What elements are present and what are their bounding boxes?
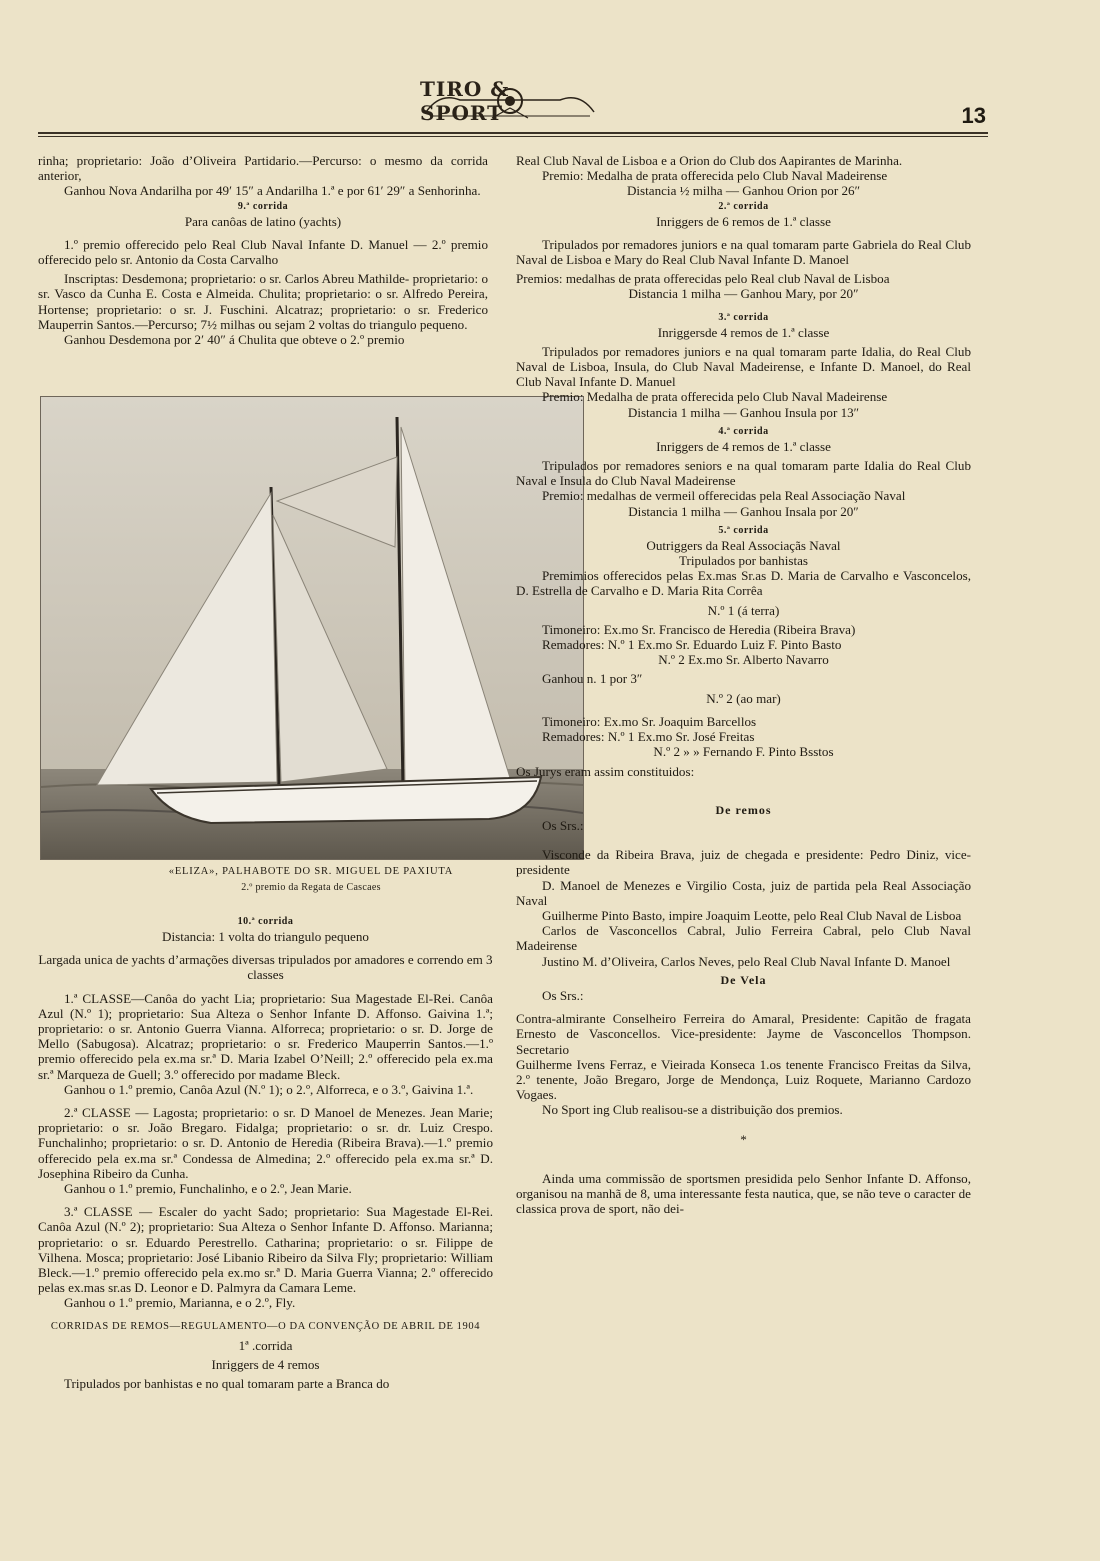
subheading: Inriggers de 4 remos de 1.ª classe [656,438,831,454]
paragraph: D. Manoel de Menezes e Virgilio Costa, juiz de partida pela Real Associação Naval [516,877,971,908]
paragraph: Os Jurys eram assim constituidos: [516,763,695,779]
paragraph: Inscriptas: Desdemona; proprietario: o sr. Carlos Abreu Mathilde- proprietario: o sr. Vasco da Cunha E. Costa e Almeida. Chulita; proprietario: o sr. Alfredo Pereira, Hortense; proprietario: o sr. J. Fuschini. Alcatraz; proprietario: o sr. Frederico Mauperrin Santos.—Percurso; 7½ milhas ou sejam 2 voltas do triangulo pequeno. [38,271,488,332]
subheading: Para canôas de latino (yachts) [184,213,342,229]
paragraph: Carlos de Vasconcellos Cabral, Julio Ferreira Cabral, pelo Club Naval Madeirense [516,923,971,954]
paragraph: Tripulados por remadores juniors e na qual tomaram parte Idalia, do Real Club Naval de Lisboa, Insula, do Club Naval Madeirense, e Infante D. Manoel, do Real Club Naval Infante D. Manuel [516,343,971,390]
right-column [516,153,971,1216]
heading-4a-corrida: 4.ª corrida [718,425,769,437]
paragraph: Timoneiro: Ex.mo Sr. Francisco de Heredia (Ribeira Brava) [542,621,856,637]
paragraph: Ganhou o 1.º premio, Marianna, e o 2.º, Fly. [64,1295,296,1311]
paragraph: Premimios offerecidos pelas Ex.mas Sr.as D. Maria de Carvalho e Vasconcelos, D. Estrella de Carvalho e D. Maria Rita Corrêa [516,568,971,599]
paragraph: Ganhou o 1.º premio, Canôa Azul (N.º 1); o 2.º, Alforreca, e o 3.º, Gaivina 1.ª. [64,1081,474,1097]
subheading: Distancia: 1 volta do triangulo pequeno [162,929,369,944]
paragraph: Guilherme Ivens Ferraz, e Vieirada Konseca 1.os tenente Francisco Freitas da Silva, 2.º tenente, João Bregaro, Jorge de Mendonça, Luiz Roquete, Marianno Cardozo Vogaes. [516,1056,971,1103]
masthead-title: TIRO & SPORT [420,77,510,125]
paragraph: rinha; proprietario: João d’Oliveira Partidario.—Percurso: o mesmo da corrida anterior, [38,153,488,184]
paragraph: Contra-almirante Conselheiro Ferreira do Amaral, Presidente: Capitão de fragata Ernesto de Vasconcellos. Vice-presidente: Jayme de Vasconcellos Thompson. Secretario [516,1011,971,1057]
paragraph: 1.ª CLASSE—Canôa do yacht Lia; proprietario: Sua Magestade El-Rei. Canôa Azul (N.º 1); proprietario: Sua Alteza o Senhor Infante D. Affonso. Gaivina 1.ª; proprietario: o sr. Antonio Guerra Vianna. Alforreca; proprietario: o sr. D. Jorge de Mello (Sabugosa). Alcatraz; proprietario: o sr. Frederico Mauperrin Santos.—1.º premio offerecido pela ex.ma sr.ª D. Maria Izabel O’Neill; 2.º offerecido pela ex.ma sr.ª Marqueza de Guell; 3.º offerecido por madame Bleck. [38,990,493,1082]
heading-de-vela: De Vela [720,972,767,987]
page-number: 13 [961,103,986,128]
photo-subcaption: 2.º premio da Regata de Cascaes [241,882,381,893]
paragraph: N.º 1 (á terra) [707,602,780,618]
paragraph: Timoneiro: Ex.mo Sr. Joaquim Barcellos [542,713,757,729]
section-heading-remos: CORRIDAS DE REMOS—REGULAMENTO—O DA CONVENÇÃO DE ABRIL DE 1904 [50,1320,481,1332]
subheading: 1ª .corrida [238,1337,293,1353]
paragraph: Visconde da Ribeira Brava, juiz de chegada e presidente: Pedro Diniz, vice-presidente [516,847,971,878]
left-column-top [38,153,488,347]
paragraph: Distancia 1 milha — Ganhou Mary, por 20″ [628,286,859,302]
paragraph: Ganhou Nova Andarilha por 49′ 15″ a Andarilha 1.ª e por 61′ 29″ a Senhorinha. [64,183,481,199]
paragraph: Premio: medalhas de vermeil offerecidas pela Real Associação Naval [542,488,906,504]
paragraph: Os Srs.: [542,817,584,833]
paragraph: No Sport ing Club realisou-se a distribuição dos premios. [542,1102,843,1118]
paragraph: Justino M. d’Oliveira, Carlos Neves, pelo Real Club Naval Infante D. Manoel [542,953,951,969]
left-column-bottom [38,914,493,1391]
paragraph: Distancia ½ milha — Ganhou Orion por 26″ [626,183,861,199]
paragraph: 3.ª CLASSE — Escaler do yacht Sado; proprietario: Sua Magestade El-Rei. Canôa Azul (N.º 2); proprietario: Sua Alteza o Senhor Infante D. Affonso. Marianna; proprietario: o sr. Eduardo Perestrello. Catharina; proprietario: o sr. Filippe de Vilhena. Mosca; proprietario: José Libanio Ribeiro da Silva Fly; proprietario: William Bleck.—1.º premio offerecido pela ex.mo sr.ª D. Maria Guerra Vianna; 2.º offerecido pelas ex.mas sr.as D. Leonor e D. Palmyra da Camara Leme. [38,1204,493,1296]
paragraph: Distancia 1 milha — Ganhou Insala por 20″ [628,503,859,519]
paragraph: Ganhou Desdemona por 2′ 40″ á Chulita que obteve o 2.º premio [64,332,405,348]
paragraph: Tripulados por banhistas e no qual tomaram parte a Branca do [64,1376,390,1392]
subheading: Inriggers de 4 remos [211,1356,320,1372]
subheading: Tripulados por banhistas [678,553,808,569]
paragraph: Tripulados por remadores seniors e na qual tomaram parte Idalia do Real Club Naval e Insula do Club Naval Madeirense [516,458,971,489]
paragraph: Ganhou n. 1 por 3″ [542,671,643,687]
paragraph: Ganhou o 1.º premio, Funchalinho, e o 2.º, Jean Marie. [64,1181,352,1197]
paragraph: Remadores: N.º 1 Ex.mo Sr. José Freitas [542,729,755,745]
heading-10a-corrida: 10.ª corrida [237,916,294,927]
heading-3a-corrida: 3.ª corrida [718,311,769,323]
paragraph: N.º 2 Ex.mo Sr. Alberto Navarro [658,652,829,668]
photo-caption: «ELIZA», PALHABOTE DO SR. MIGUEL DE PAXIUTA [168,866,454,877]
paragraph: N.º 2 (ao mar) [706,690,781,706]
paragraph: 2.ª CLASSE — Lagosta; proprietario: o sr. D Manoel de Menezes. Jean Marie; proprietario: o sr. João Bregaro. Fidalga; proprietario: o sr. dr. Luiz Crespo. Funchalinho; proprietario: o sr. D. Antonio de Heredia (Ribeira Brava).—1.º premio offerecido pela ex.ma sr.ª Condessa de Almedina; 2.º offerecido pela ex.ma sr.ª D. Josephina Ribeiro da Cunha. [38,1105,493,1181]
paragraph: Tripulados por remadores juniors e na qual tomaram parte Gabriela do Real Club Naval de Lisboa e Mary do Real Club Naval Infante D. Manoel [516,236,971,268]
yacht-photo [40,396,584,860]
paragraph: Largada unica de yachts d’armações diversas tripulados por amadores e correndo em 3 classes [38,952,493,983]
paragraph: Distancia 1 milha — Ganhou Insula por 13″ [627,404,860,420]
subheading: Inriggersde 4 remos de 1.ª classe [657,324,830,340]
subheading: Outriggers da Real Associaçãs Naval [646,537,841,553]
paragraph: Remadores: N.º 1 Ex.mo Sr. Eduardo Luiz F. Pinto Basto [542,637,842,653]
subheading: Inriggers de 6 remos de 1.ª classe [656,213,831,229]
paragraph: Ainda uma commissão de sportsmen presidida pelo Senhor Infante D. Affonso, organisou na manhã de 8, uma interessante festa nautica, que, se não teve o caracter de classica prova de sport, não dei- [516,1170,971,1217]
header-rule-thin [38,136,988,137]
masthead-logo [420,78,600,124]
asterisk-separator: * [740,1131,747,1147]
sailing-yacht-image [41,397,583,859]
heading-2a-corrida: 2.ª corrida [718,200,769,212]
paragraph: Premio: Medalha de prata offerecida pelo Club Naval Madeirense [542,168,888,184]
heading-5a-corrida: 5.ª corrida [718,524,769,536]
paragraph: Guilherme Pinto Basto, impire Joaquim Leotte, pelo Real Club Naval de Lisboa [542,907,962,923]
heading-9a-corrida: 9.ª corrida [237,200,289,212]
paragraph: Real Club Naval de Lisboa e a Orion do Club dos Aapirantes de Marinha. [516,153,903,168]
paragraph: Premio: Medalha de prata offerecida pelo Club Naval Madeirense [542,389,888,405]
paragraph: Premios: medalhas de prata offerecidas pelo Real club Naval de Lisboa [516,271,890,287]
header-rule [38,132,988,134]
paragraph: N.º 2 » » Fernando F. Pinto Bsstos [653,744,834,760]
paragraph: Os Srs.: [542,987,584,1003]
paragraph: 1.º premio offerecido pelo Real Club Naval Infante D. Manuel — 2.º premio offerecido pelo sr. Antonio da Costa Carvalho [38,236,488,268]
heading-de-remos: De remos [715,802,772,817]
